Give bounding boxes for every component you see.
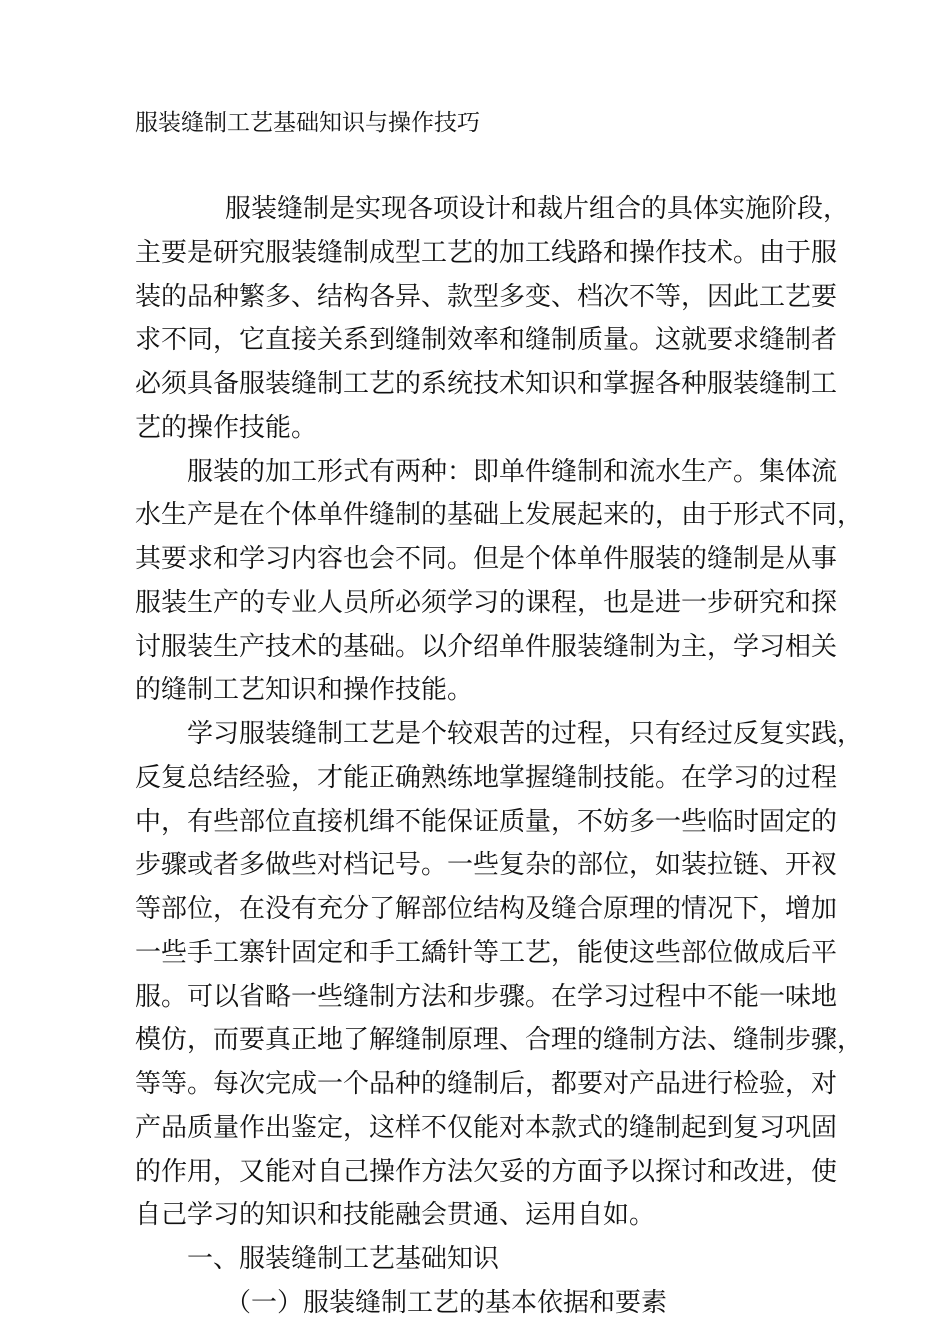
text-line: 模仿，而要真正地了解缝制原理、合理的缝制方法、缝制步骤， [135, 1025, 864, 1055]
subsection-heading: （一）服装缝制工艺的基本依据和要素 [225, 1288, 668, 1318]
text-line: 学习服装缝制工艺是个较艰苦的过程，只有经过反复实践， [187, 719, 864, 749]
text-line: 的作用，又能对自己操作方法欠妥的方面予以探讨和改进，使 [135, 1157, 838, 1187]
text-line: 等等。每次完成一个品种的缝制后，都要对产品进行检验，对 [135, 1069, 838, 1099]
text-line: 步骤或者多做些对档记号。一些复杂的部位，如装拉链、开衩 [135, 850, 838, 880]
text-line: 装的品种繁多、结构各异、款型多变、档次不等，因此工艺要 [135, 282, 838, 312]
text-line: 的缝制工艺知识和操作技能。 [135, 675, 474, 705]
text-line: 产品质量作出鉴定，这样不仅能对本款式的缝制起到复习巩固 [135, 1113, 838, 1143]
text-line: 等部位，在没有充分了解部位结构及缝合原理的情况下，增加 [135, 894, 838, 924]
text-line: 一些手工寨针固定和手工繑针等工艺，能使这些部位做成后平 [135, 938, 838, 968]
text-line: 必须具备服装缝制工艺的系统技术知识和掌握各种服装缝制工 [135, 369, 838, 399]
section-heading: 一、服装缝制工艺基础知识 [187, 1244, 500, 1274]
text-line: 水生产是在个体单件缝制的基础上发展起来的，由于形式不同， [135, 500, 864, 530]
text-line: 讨服装生产技术的基础。以介绍单件服装缝制为主，学习相关 [135, 632, 838, 662]
text-line: 求不同，它直接关系到缝制效率和缝制质量。这就要求缝制者 [135, 325, 838, 355]
text-line: 中，有些部位直接机缉不能保证质量，不妨多一些临时固定的 [135, 807, 838, 837]
text-line: 主要是研究服装缝制成型工艺的加工线路和操作技术。由于服 [135, 238, 838, 268]
text-line: 服装生产的专业人员所必须学习的课程，也是进一步研究和探 [135, 588, 838, 618]
text-line: 服。可以省略一些缝制方法和步骤。在学习过程中不能一味地 [135, 982, 838, 1012]
text-line: 其要求和学习内容也会不同。但是个体单件服装的缝制是从事 [135, 544, 838, 574]
document-title: 服装缝制工艺基础知识与操作技巧 [135, 110, 480, 136]
text-line: 艺的操作技能。 [135, 413, 318, 443]
text-line: 服装缝制是实现各项设计和裁片组合的具体实施阶段， [225, 194, 850, 224]
text-line: 服装的加工形式有两种：即单件缝制和流水生产。集体流 [187, 457, 838, 487]
text-line: 反复总结经验，才能正确熟练地掌握缝制技能。在学习的过程 [135, 763, 838, 793]
text-line: 自己学习的知识和技能融会贯通、运用自如。 [135, 1200, 656, 1230]
